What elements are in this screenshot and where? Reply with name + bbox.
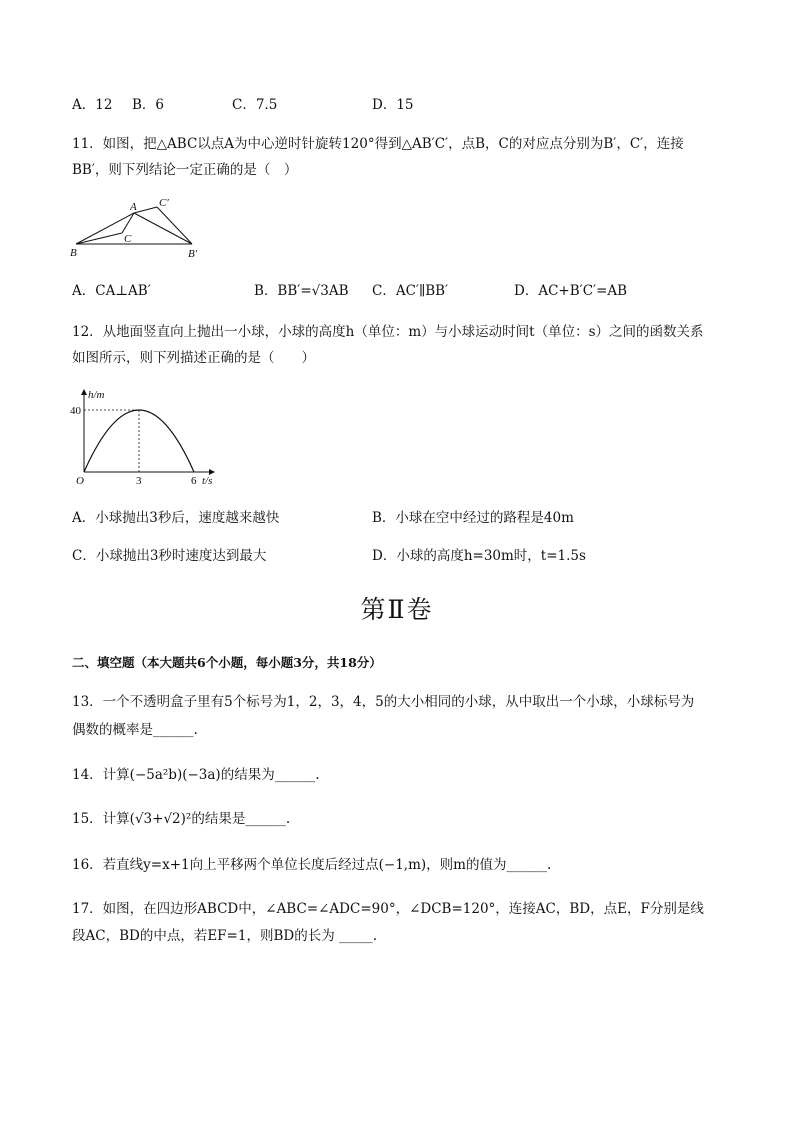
q11-label-b: B [70, 247, 77, 259]
q17-stem-line2: 段AC，BD的中点，若EF=1，则BD的长为 _____. [72, 928, 378, 944]
q11-option-c: C．AC′∥BB′ [372, 283, 449, 299]
q11-label-c: C [124, 233, 132, 245]
q12-option-c: C．小球抛出3秒时速度达到最大 [72, 548, 267, 564]
part2-title: 第Ⅱ卷 [360, 595, 434, 624]
q12-option-a: A．小球抛出3秒后，速度越来越快 [72, 510, 280, 526]
q10-option-c: C．7.5 [232, 97, 278, 113]
q11-triangle-figure [64, 196, 214, 262]
q12-x-tick-6: 6 [191, 475, 197, 487]
q15-stem: 15．计算(√3+√2)²的结果是______. [72, 811, 291, 827]
q12-stem-line2: 如图所示，则下列描述正确的是（ ） [72, 350, 315, 366]
q12-y-tick-40: 40 [70, 405, 81, 417]
q12-option-b: B．小球在空中经过的路程是40m [372, 510, 574, 526]
q10-option-a: A．12 [72, 97, 113, 113]
q10-option-d: D．15 [372, 97, 414, 113]
q12-height-time-graph [66, 384, 226, 490]
q12-origin-label: O [76, 475, 84, 487]
q11-option-a: A．CA⊥AB′ [72, 283, 151, 299]
q11-option-b: B．BB′=√3AB [254, 283, 349, 299]
q12-stem-line1: 12．从地面竖直向上抛出一小球，小球的高度h（单位：m）与小球运动时间t（单位：s）之间的函数关系 [72, 324, 704, 340]
q13-stem-line2: 偶数的概率是______. [72, 722, 198, 738]
q11-label-b-prime: B′ [188, 248, 198, 260]
q11-option-d: D．AC+B′C′=AB [514, 283, 628, 299]
q13-stem-line1: 13．一个不透明盒子里有5个标号为1，2，3，4，5的大小相同的小球，从中取出一个小球，小球标号为 [72, 694, 695, 710]
q11-label-c-prime: C′ [159, 197, 169, 209]
q11-stem-line1: 11．如图，把△ABC以点A为中心逆时针旋转120°得到△AB′C′，点B，C的对应点分别为B′，C′，连接 [72, 136, 684, 152]
q17-stem-line1: 17．如图，在四边形ABCD中，∠ABC=∠ADC=90°，∠DCB=120°，连接AC，BD，点E，F分别是线 [72, 901, 704, 917]
q11-label-a: A [130, 201, 137, 213]
q14-stem: 14．计算(−5a²b)(−3a)的结果为______. [72, 767, 320, 783]
q11-stem-line2: BB′，则下列结论一定正确的是（ ） [72, 162, 298, 178]
q12-option-d: D．小球的高度h=30m时，t=1.5s [372, 548, 586, 564]
q12-x-axis-label: t/s [202, 475, 213, 487]
q12-x-tick-3: 3 [136, 475, 142, 487]
q10-option-b: B．6 [132, 97, 165, 113]
q12-y-axis-label: h/m [88, 389, 105, 401]
section2-heading: 二、填空题（本大题共6个小题，每小题3分，共18分） [72, 655, 382, 670]
q16-stem: 16．若直线y=x+1向上平移两个单位长度后经过点(−1,m)，则m的值为______. [72, 857, 552, 873]
